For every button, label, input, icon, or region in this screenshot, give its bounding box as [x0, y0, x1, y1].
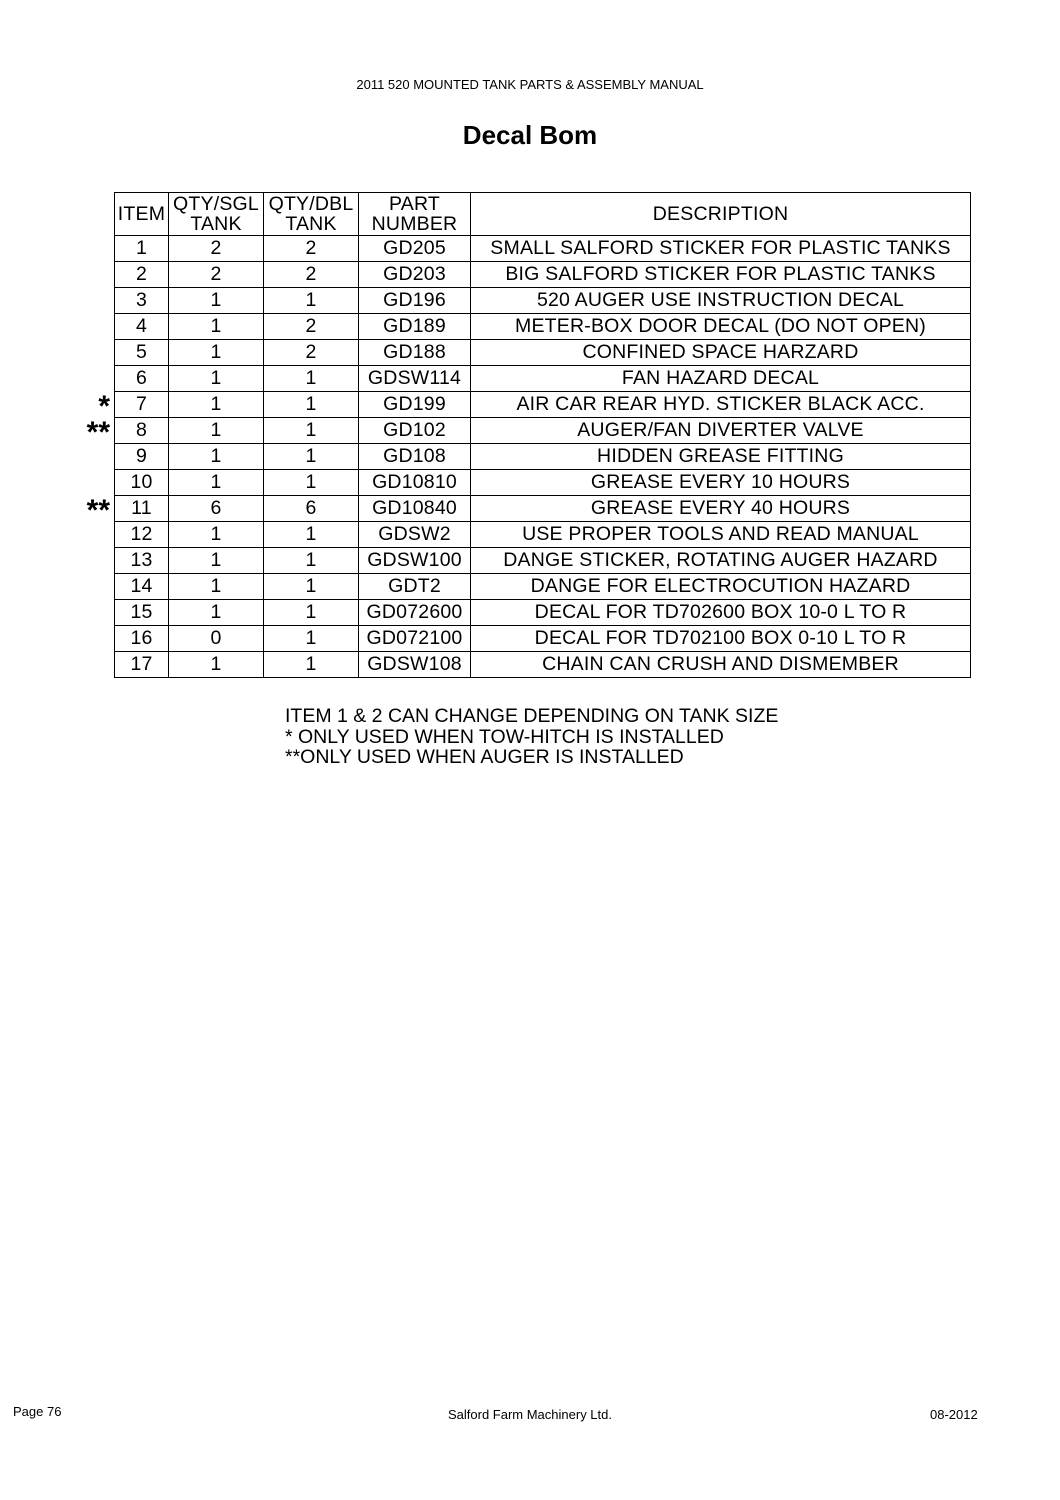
decal-bom-table	[114, 192, 971, 678]
qty-dbl-cell: 1	[264, 444, 359, 470]
row-marker	[60, 624, 114, 650]
qty-sgl-cell: 1	[169, 652, 264, 678]
table-row	[115, 262, 971, 288]
description-cell: CONFINED SPACE HARZARD	[471, 340, 971, 366]
table-row	[115, 548, 971, 574]
row-marker	[60, 598, 114, 624]
table-row	[115, 392, 971, 418]
item-cell: 16	[115, 626, 169, 652]
row-marker	[60, 650, 114, 676]
column-header	[359, 193, 471, 236]
column-header-line: TANK	[190, 213, 242, 235]
description-cell: DECAL FOR TD702100 BOX 0-10 L TO R	[471, 626, 971, 652]
qty-dbl-cell: 1	[264, 626, 359, 652]
qty-dbl-cell: 1	[264, 470, 359, 496]
qty-dbl-cell: 2	[264, 340, 359, 366]
qty-dbl-cell: 2	[264, 262, 359, 288]
part-number-cell: GDT2	[359, 574, 471, 600]
part-number-cell: GD199	[359, 392, 471, 418]
item-cell: 6	[115, 366, 169, 392]
note-line: ITEM 1 & 2 CAN CHANGE DEPENDING ON TANK SIZE	[285, 705, 779, 727]
part-number-cell: GD189	[359, 314, 471, 340]
part-number-cell: GD102	[359, 418, 471, 444]
table-row	[115, 288, 971, 314]
footer-page-number: Page 76	[13, 1404, 62, 1419]
qty-sgl-cell: 1	[169, 444, 264, 470]
footer-date: 08-2012	[930, 1407, 978, 1422]
item-cell: 4	[115, 314, 169, 340]
item-cell: 7	[115, 392, 169, 418]
qty-dbl-cell: 1	[264, 522, 359, 548]
notes	[285, 706, 778, 768]
row-marker: **	[86, 416, 110, 449]
row-marker	[60, 338, 114, 364]
column-header-line: PART	[388, 193, 440, 215]
qty-dbl-cell: 6	[264, 496, 359, 522]
qty-sgl-cell: 6	[169, 496, 264, 522]
row-marker	[60, 468, 114, 494]
qty-sgl-cell: 0	[169, 626, 264, 652]
column-header-line: ITEM	[117, 203, 166, 225]
row-marker	[60, 312, 114, 338]
qty-sgl-cell: 1	[169, 418, 264, 444]
table-row	[115, 574, 971, 600]
item-cell: 13	[115, 548, 169, 574]
description-cell: 520 AUGER USE INSTRUCTION DECAL	[471, 288, 971, 314]
qty-sgl-cell: 1	[169, 574, 264, 600]
column-header	[264, 193, 359, 236]
description-cell: DECAL FOR TD702600 BOX 10-0 L TO R	[471, 600, 971, 626]
qty-dbl-cell: 1	[264, 288, 359, 314]
item-cell: 17	[115, 652, 169, 678]
part-number-cell: GD10810	[359, 470, 471, 496]
row-marker	[60, 286, 114, 312]
column-header	[169, 193, 264, 236]
description-cell: BIG SALFORD STICKER FOR PLASTIC TANKS	[471, 262, 971, 288]
description-cell: DANGE FOR ELECTROCUTION HAZARD	[471, 574, 971, 600]
footer-company: Salford Farm Machinery Ltd.	[447, 1407, 612, 1422]
description-cell: SMALL SALFORD STICKER FOR PLASTIC TANKS	[471, 236, 971, 262]
note-line: * ONLY USED WHEN TOW-HITCH IS INSTALLED	[285, 725, 724, 748]
table-row	[115, 496, 971, 522]
column-header	[471, 193, 971, 236]
part-number-cell: GDSW2	[359, 522, 471, 548]
table-row	[115, 236, 971, 262]
table-header-row	[115, 193, 971, 236]
item-cell: 12	[115, 522, 169, 548]
part-number-cell: GD10840	[359, 496, 471, 522]
qty-sgl-cell: 1	[169, 366, 264, 392]
part-number-cell: GD205	[359, 236, 471, 262]
part-number-cell: GDSW114	[359, 366, 471, 392]
table-row	[115, 626, 971, 652]
item-cell: 11	[115, 496, 169, 522]
qty-sgl-cell: 1	[169, 600, 264, 626]
item-cell: 8	[115, 418, 169, 444]
part-number-cell: GD072100	[359, 626, 471, 652]
qty-dbl-cell: 2	[264, 236, 359, 262]
description-cell: USE PROPER TOOLS AND READ MANUAL	[471, 522, 971, 548]
qty-sgl-cell: 2	[169, 262, 264, 288]
item-cell: 14	[115, 574, 169, 600]
qty-sgl-cell: 1	[169, 314, 264, 340]
column-header-line: NUMBER	[371, 213, 458, 235]
table-row	[115, 340, 971, 366]
item-cell: 5	[115, 340, 169, 366]
row-marker	[60, 546, 114, 572]
qty-sgl-cell: 1	[169, 392, 264, 418]
row-marker: *	[98, 390, 110, 423]
item-cell: 3	[115, 288, 169, 314]
column-header-line: DESCRIPTION	[652, 203, 789, 225]
qty-dbl-cell: 1	[264, 548, 359, 574]
item-cell: 10	[115, 470, 169, 496]
table-body	[115, 236, 971, 678]
table-row	[115, 522, 971, 548]
part-number-cell: GD203	[359, 262, 471, 288]
table-row	[115, 314, 971, 340]
row-markers	[60, 234, 114, 676]
column-header-line: TANK	[285, 213, 337, 235]
part-number-cell: GD188	[359, 340, 471, 366]
part-number-cell: GD108	[359, 444, 471, 470]
description-cell: DANGE STICKER, ROTATING AUGER HAZARD	[471, 548, 971, 574]
column-header-line: QTY/DBL	[268, 193, 354, 215]
part-number-cell: GD072600	[359, 600, 471, 626]
description-cell: AIR CAR REAR HYD. STICKER BLACK ACC.	[471, 392, 971, 418]
running-header: 2011 520 MOUNTED TANK PARTS & ASSEMBLY MANUAL	[356, 77, 704, 92]
item-cell: 9	[115, 444, 169, 470]
item-cell: 2	[115, 262, 169, 288]
row-marker	[60, 572, 114, 598]
qty-dbl-cell: 1	[264, 366, 359, 392]
column-header	[115, 193, 169, 236]
qty-sgl-cell: 1	[169, 288, 264, 314]
table-row	[115, 652, 971, 678]
description-cell: FAN HAZARD DECAL	[471, 366, 971, 392]
column-header-line: QTY/SGL	[173, 193, 259, 215]
table-row	[115, 366, 971, 392]
qty-sgl-cell: 1	[169, 470, 264, 496]
description-cell: GREASE EVERY 10 HOURS	[471, 470, 971, 496]
qty-sgl-cell: 1	[169, 548, 264, 574]
qty-sgl-cell: 1	[169, 340, 264, 366]
qty-dbl-cell: 1	[264, 600, 359, 626]
row-marker	[60, 364, 114, 390]
row-marker	[60, 260, 114, 286]
table-row	[115, 418, 971, 444]
table-row	[115, 600, 971, 626]
qty-dbl-cell: 1	[264, 574, 359, 600]
row-marker: **	[86, 494, 110, 527]
description-cell: HIDDEN GREASE FITTING	[471, 444, 971, 470]
note-line: **ONLY USED WHEN AUGER IS INSTALLED	[285, 746, 684, 768]
table-row	[115, 444, 971, 470]
part-number-cell: GDSW108	[359, 652, 471, 678]
row-marker	[60, 234, 114, 260]
table-row	[115, 470, 971, 496]
page-title: Decal Bom	[462, 120, 598, 150]
description-cell: CHAIN CAN CRUSH AND DISMEMBER	[471, 652, 971, 678]
part-number-cell: GDSW100	[359, 548, 471, 574]
qty-dbl-cell: 1	[264, 652, 359, 678]
qty-sgl-cell: 2	[169, 236, 264, 262]
qty-sgl-cell: 1	[169, 522, 264, 548]
description-cell: METER-BOX DOOR DECAL (DO NOT OPEN)	[471, 314, 971, 340]
part-number-cell: GD196	[359, 288, 471, 314]
item-cell: 1	[115, 236, 169, 262]
description-cell: GREASE EVERY 40 HOURS	[471, 496, 971, 522]
qty-dbl-cell: 2	[264, 314, 359, 340]
qty-dbl-cell: 1	[264, 418, 359, 444]
item-cell: 15	[115, 600, 169, 626]
qty-dbl-cell: 1	[264, 392, 359, 418]
description-cell: AUGER/FAN DIVERTER VALVE	[471, 418, 971, 444]
